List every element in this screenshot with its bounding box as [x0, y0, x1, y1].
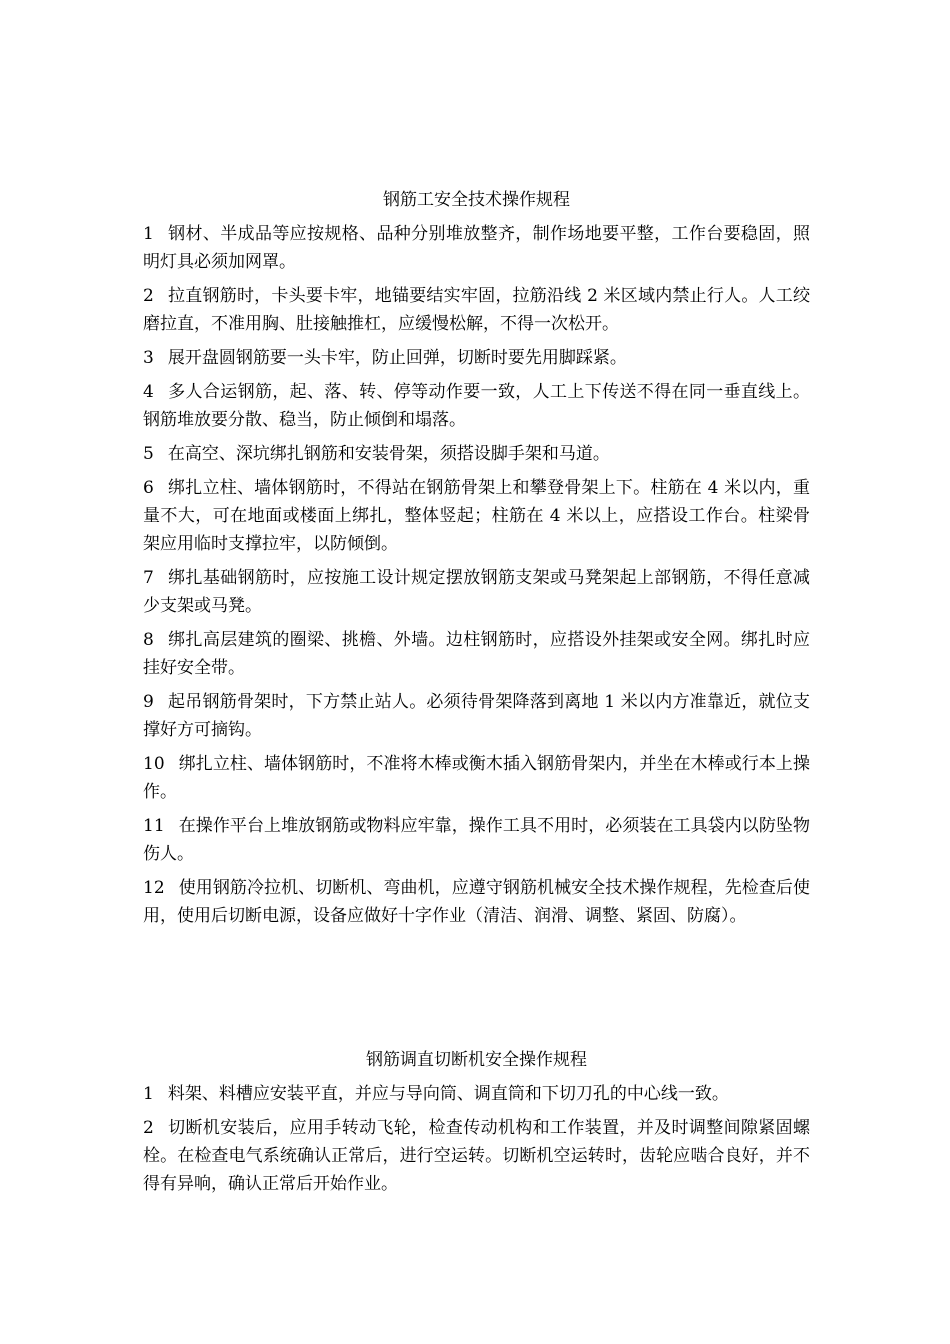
clause-number: 1: [143, 1084, 154, 1104]
clause-number: 12: [143, 878, 165, 898]
clause-item: [143, 626, 810, 682]
clause-item: [143, 688, 810, 744]
clause-text: 拉直钢筋时，卡头要卡牢，地锚要结实牢固，拉筋沿线 2 米区域内禁止行人。人工绞磨拉直，不准用胸、肚接触推杠，应缓慢松解，不得一次松开。: [143, 286, 810, 334]
clause-number: 8: [143, 630, 154, 650]
clause-number: 11: [143, 816, 165, 836]
clause-item: [143, 874, 810, 930]
clause-number: 9: [143, 692, 154, 712]
clause-number: 7: [143, 568, 154, 588]
clause-item: [143, 378, 810, 434]
clause-item: [143, 440, 810, 468]
clause-item: [143, 1080, 810, 1108]
clause-item: [143, 474, 810, 558]
clause-list: [143, 1080, 810, 1198]
clause-item: [143, 812, 810, 868]
clause-list: [143, 220, 810, 930]
section-straightening-cutting-machine-rules: [143, 1046, 810, 1204]
clause-text: 绑扎高层建筑的圈梁、挑檐、外墙。边柱钢筋时，应搭设外挂架或安全网。绑扎时应挂好安全带。: [143, 630, 810, 678]
clause-text: 绑扎立柱、墙体钢筋时，不得站在钢筋骨架上和攀登骨架上下。柱筋在 4 米以内，重量不大，可在地面或楼面上绑扎，整体竖起；柱筋在 4 米以上，应搭设工作台。柱梁骨架应用临时支撑拉牢，以防倾倒。: [143, 478, 810, 554]
clause-number: 1: [143, 224, 154, 244]
clause-number: 4: [143, 382, 154, 402]
clause-item: [143, 344, 810, 372]
section-rebar-worker-rules: [143, 186, 810, 936]
clause-text: 切断机安装后，应用手转动飞轮，检查传动机构和工作装置，并及时调整间隙紧固螺栓。在检查电气系统确认正常后，进行空运转。切断机空运转时，齿轮应啮合良好，并不得有异响，确认正常后开始作业。: [143, 1118, 810, 1194]
clause-text: 多人合运钢筋，起、落、转、停等动作要一致，人工上下传送不得在同一垂直线上。钢筋堆放要分散、稳当，防止倾倒和塌落。: [143, 382, 810, 430]
clause-item: [143, 750, 810, 806]
clause-item: [143, 282, 810, 338]
clause-item: [143, 564, 810, 620]
clause-text: 在操作平台上堆放钢筋或物料应牢靠，操作工具不用时，必须装在工具袋内以防坠物伤人。: [143, 816, 810, 864]
clause-text: 使用钢筋冷拉机、切断机、弯曲机，应遵守钢筋机械安全技术操作规程，先检查后使用，使用后切断电源，设备应做好十字作业（清洁、润滑、调整、紧固、防腐）。: [143, 878, 810, 926]
clause-text: 展开盘圆钢筋要一头卡牢，防止回弹，切断时要先用脚踩紧。: [167, 348, 627, 368]
clause-text: 钢材、半成品等应按规格、品种分别堆放整齐，制作场地要平整，工作台要稳固，照明灯具必须加网罩。: [143, 224, 810, 272]
clause-text: 在高空、深坑绑扎钢筋和安装骨架，须搭设脚手架和马道。: [167, 444, 610, 464]
clause-number: 2: [143, 286, 154, 306]
section-title: 钢筋调直切断机安全操作规程: [366, 1050, 587, 1070]
section-title: 钢筋工安全技术操作规程: [383, 190, 570, 210]
clause-text: 绑扎立柱、墙体钢筋时，不准将木棒或衡木插入钢筋骨架内，并坐在木棒或行本上操作。: [143, 754, 810, 802]
clause-number: 3: [143, 348, 154, 368]
clause-text: 料架、料槽应安装平直，并应与导向筒、调直筒和下切刀孔的中心线一致。: [167, 1084, 729, 1104]
clause-number: 6: [143, 478, 154, 498]
clause-text: 起吊钢筋骨架时，下方禁止站人。必须待骨架降落到离地 1 米以内方准靠近，就位支撑好方可摘钩。: [143, 692, 810, 740]
clause-item: [143, 220, 810, 276]
clause-number: 10: [143, 754, 165, 774]
clause-number: 2: [143, 1118, 154, 1138]
clause-text: 绑扎基础钢筋时，应按施工设计规定摆放钢筋支架或马凳架起上部钢筋，不得任意减少支架或马凳。: [143, 568, 810, 616]
clause-number: 5: [143, 444, 154, 464]
clause-item: [143, 1114, 810, 1198]
